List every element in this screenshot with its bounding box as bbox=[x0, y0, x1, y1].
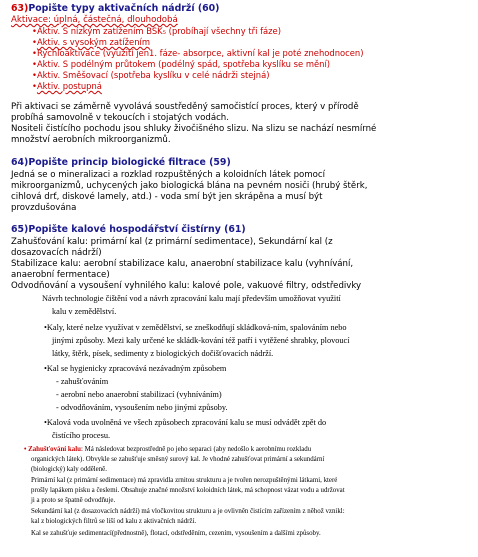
list-item: •Aktiv. S nízkým zatížením BSK₅ (probíhají všechny tři fáze) bbox=[32, 26, 281, 36]
heading-number: 64) bbox=[11, 157, 29, 168]
paragraph-line: Nositeli čistícího pochodu jsou shluky živočišného slizu. Na slizu se nachází nesmírné bbox=[11, 124, 377, 134]
heading-q63 bbox=[11, 3, 219, 14]
notes-line: Primární kal (z primární sedimentace) má zpravidla zrnitou strukturu a je tvořen nerozpuštěnými látkami, které bbox=[31, 477, 338, 484]
notes-line: Sekundární kal (z dosazovacích nádrží) má vločkovitou strukturu a je ovlivněn čistícím zařízením z něhož vznikl: bbox=[31, 508, 345, 515]
list-item: - odvodňováním, vysoušením nebo jinými způsoby. bbox=[56, 403, 228, 412]
paragraph-line: anaerobní fermentace) bbox=[11, 270, 110, 280]
paragraph-line: Návrh technologie čištění vod a návrh zpracování kalu mají především umožňovat využití bbox=[42, 294, 341, 303]
list-item: •Kal se hygienicky zpracovává nezávadným způsobem bbox=[44, 364, 227, 373]
paragraph-line: dosazovacích nádrží) bbox=[11, 248, 102, 258]
notes-line: • Zahušťování kalu: Má následovat bezprostředně po jeho separaci (aby nedošlo k aerobnímu rozkladu bbox=[24, 446, 312, 453]
paragraph-line: Při aktivaci se záměrně vyvolává soustředěný samočistící proces, který v přírodě bbox=[11, 102, 359, 112]
notes-line: Kal se zahušťuje sedimentací(přednostně), flotací, odstředěním, cezením, vysoušením a dalšími způsoby. bbox=[31, 530, 321, 537]
heading-number: 65) bbox=[11, 224, 29, 235]
paragraph-line: Jedná se o mineralizaci a rozklad rozpuštěných a koloidních látek pomocí bbox=[11, 170, 326, 180]
paragraph-line: cihlová drť, diskové lamely, atd.) - voda smí být jen skrápěna a musí být bbox=[11, 192, 323, 202]
paragraph-line: mikroorganizmů, uchycených jako biologická blána na pevném nosiči (hrubý štěrk, bbox=[11, 181, 368, 191]
activation-types: Aktivace: úplná, částečná, dlouhodobá bbox=[11, 15, 178, 25]
paragraph-line: čistícího procesu. bbox=[52, 431, 111, 440]
notes-line: (biologický) kaly odděleně. bbox=[31, 466, 107, 473]
paragraph-line: látky, štěrk, písek, sedimenty z biologických dočišťovacích nádrží. bbox=[52, 349, 274, 358]
list-item: •Kalová voda uvolněná ve všech způsobech zpracování kalu se musí odvádět zpět do bbox=[44, 418, 327, 427]
heading-q64 bbox=[11, 157, 231, 168]
notes-line: prošly lapákem písku a česlemi. Obsahuje značné množství koloidních látek, má schopnost vázat vodu a udržovat bbox=[31, 487, 345, 494]
list-item: •Aktiv. S podélným průtokem (podélný spád, spotřeba kyslíku se mění) bbox=[32, 59, 331, 69]
list-item: •Rychloaktivace (využití jen1. fáze- absorpce, aktivní kal je poté znehodnocen) bbox=[32, 48, 364, 58]
paragraph-line: probíhá samovolně v tekoucích i stojatých vodách. bbox=[11, 113, 229, 123]
heading-title: Popište princip biologické filtrace (59) bbox=[28, 157, 231, 168]
heading-number: 63) bbox=[11, 3, 29, 14]
list-item: •Aktiv. s vysokým zatížením bbox=[32, 37, 151, 47]
list-item: - aerobní nebo anaerobní stabilizací (vyhníváním) bbox=[56, 390, 222, 399]
paragraph-line: Zahušťování kalu: primární kal (z primární sedimentace), Sekundární kal (z bbox=[11, 237, 333, 247]
list-item: •Aktiv. postupná bbox=[32, 81, 102, 91]
heading-q65 bbox=[11, 224, 246, 235]
notes-line: ji a proto se špatně odvodňuje. bbox=[31, 497, 116, 504]
notes-heading: Zahušťování kalu bbox=[28, 446, 81, 453]
list-item: - zahušťováním bbox=[56, 377, 109, 386]
notes-line: kal z biologických filtrů se liší od kalu z aktivačních nádrží. bbox=[31, 518, 197, 525]
paragraph-line: množství aerobních mikroorganizmů. bbox=[11, 135, 171, 145]
paragraph-line: Odvodňování a vysoušení vyhnilého kalu: kalové pole, vakuové filtry, odstředivky bbox=[11, 281, 362, 291]
notes-line: organických látek). Obvykle se zahušťuje směsný surový kal. Je vhodné zahušťovat primární a sekundární bbox=[31, 456, 325, 463]
paragraph-line: jinými způsoby. Mezi kaly určené ke skládk-kování též patří i vytěžené shrabky, plovoucí bbox=[52, 336, 350, 345]
paragraph-line: provzdušována bbox=[11, 203, 77, 213]
list-item: •Kaly, které nelze využívat v zemědělství, se zneškodňují skládková-ním, spalováním nebo bbox=[44, 323, 347, 332]
heading-title: Popište typy aktivačních nádrží (60) bbox=[28, 3, 220, 14]
list-item: •Aktiv. Směšovací (spotřeba kyslíku v celé nádrži stejná) bbox=[32, 70, 270, 80]
paragraph-line: Stabilizace kalu: aerobní stabilizace kalu, anaerobní stabilizace kalu (vyhnívání, bbox=[11, 259, 354, 269]
paragraph-line: kalu v zemědělství. bbox=[52, 307, 117, 316]
heading-title: Popište kalové hospodářství čistírny (61) bbox=[28, 224, 246, 235]
